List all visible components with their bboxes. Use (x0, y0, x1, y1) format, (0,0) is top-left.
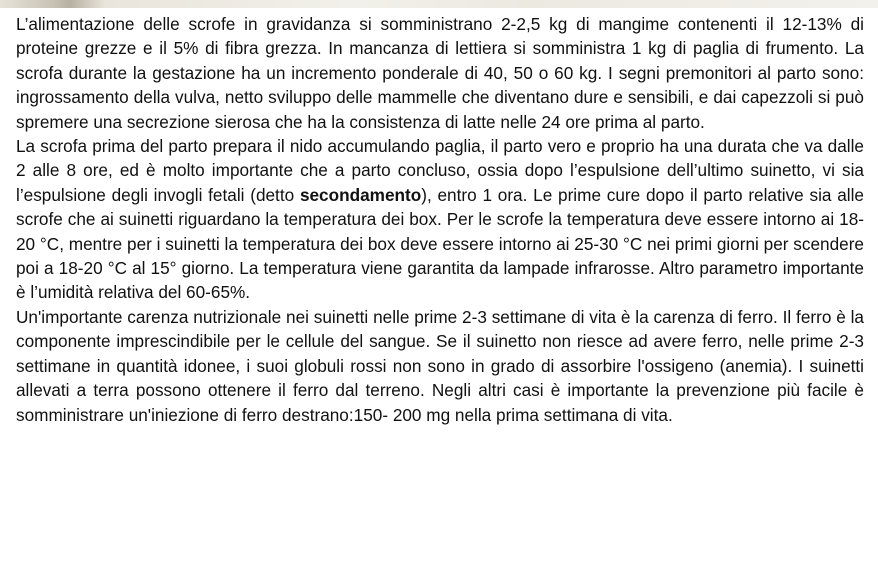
document-page (0, 8, 878, 574)
farrowing-text-end: ), entro 1 ora. Le prime cure dopo il parto relative sia alle scrofe che ai suinetti riguardano la temperatura dei box. Per le scrofe la temperatura deve essere intorno ai 18-20 °C, mentre per i suinetti la temperatura dei box deve essere intorno ai 25-30 °C nei primi giorni per scendere poi a 18-20 °C al 15° giorno. La temperatura viene garantita da lampade infrarosse. Altro parametro importante è l’umidità relativa del 60-65%. (16, 184, 864, 303)
paragraph-farrowing (16, 134, 864, 305)
paragraph-iron-deficiency: Un'importante carenza nutrizionale nei suinetti nelle prime 2-3 settimane di vita è la carenza di ferro. Il ferro è la componente imprescindibile per le cellule del sangue. Se il suinetto non riesce ad avere ferro, nelle prime 2-3 settimane in quantità idonee, i suoi globuli rossi non sono in grado di assorbire l'ossigeno (anemia). I suinetti allevati a terra possono ottenere il ferro dal terreno. Negli altri casi è importante la prevenzione più facile è somministrare un'iniezione di ferro destrano:150- 200 mg nella prima settimana di vita. (16, 306, 864, 425)
photo-background-strip (0, 0, 878, 8)
term-secondamento: secondamento (299, 184, 422, 205)
paragraph-sow-feeding: L’alimentazione delle scrofe in gravidanza si somministrano 2-2,5 kg di mangime contenenti il 12-13% di proteine grezze e il 5% di fibra grezza. In mancanza di lettiera si somministra 1 kg di paglia di frumento. La scrofa durante la gestazione ha un incremento ponderale di 40, 50 o 60 kg. I segni premonitori al parto sono: ingrossamento della vulva, netto sviluppo delle mammelle che diventano dure e sensibili, e dai capezzoli si può spremere una secrezione sierosa che ha la consistenza di latte nelle 24 ore prima al parto. (16, 14, 864, 132)
farrowing-text-start: La scrofa prima del parto prepara il nido accumulando paglia, il parto vero e proprio ha una durata che va dalle 2 alle 8 ore, ed è molto importante che a parto concluso, ossia dopo l’espulsione dell’ultimo suinetto, vi sia l’espulsione degli invogli fetali (detto (16, 136, 864, 205)
document-text (16, 12, 864, 427)
